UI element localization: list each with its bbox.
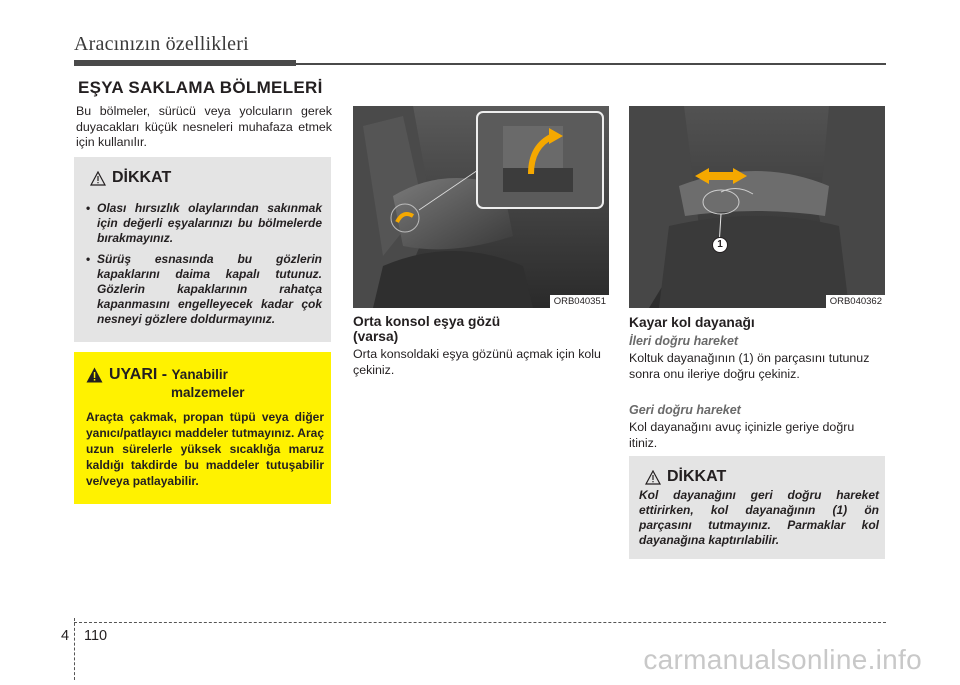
backward-movement-label: Geri doğru hareket xyxy=(629,403,741,417)
caution-heading xyxy=(645,468,726,486)
warning-title-block xyxy=(109,366,245,402)
section-title: EŞYA SAKLAMA BÖLMELERİ xyxy=(78,78,323,97)
chapter-number: 4 xyxy=(61,628,70,644)
warning-heading xyxy=(86,366,245,402)
caution-heading xyxy=(90,169,171,187)
armrest-caution-text: Kol dayanağını geri doğru hareket ettirirken, kol dayanağının (1) ön parçasını tutmayınız. Parmaklar kol dayanağına kaptırılabilir. xyxy=(639,488,879,547)
armrest-illustration xyxy=(629,106,885,308)
warning-triangle-outline-icon xyxy=(90,171,106,186)
backward-movement-text: Kol dayanağını avuç içinizle geriye doğru itiniz. xyxy=(629,420,855,450)
photo-code: ORB040351 xyxy=(550,295,609,308)
warning-subtitle-line2: malzemeler xyxy=(171,385,245,400)
armrest-caution-box xyxy=(629,456,885,559)
caution-list xyxy=(86,201,322,333)
armrest-photo xyxy=(629,106,885,308)
footer-divider xyxy=(74,618,75,680)
callout-marker: 1 xyxy=(712,237,728,253)
caution-title: DİKKAT xyxy=(667,468,727,485)
console-text: Orta konsoldaki eşya gözünü açmak için kolu çekiniz. xyxy=(353,347,601,377)
warning-title: UYARI - xyxy=(109,366,168,383)
header-rule-thin xyxy=(296,63,886,65)
photo-code: ORB040362 xyxy=(826,295,885,308)
watermark: carmanualsonline.info xyxy=(643,644,922,675)
caution-item: • Sürüş esnasında bu gözlerin kapaklarını daima kapalı tutunuz. Gözlerin kapaklarının rahatça kapanmasını engelleyecek kadar çok nesneyi gözlere doldurmayınız. xyxy=(86,252,322,326)
console-storage-photo xyxy=(353,106,609,308)
footer-rule xyxy=(74,622,886,623)
page-number: 110 xyxy=(84,628,108,644)
console-illustration xyxy=(353,106,609,308)
header-rule-thick xyxy=(74,60,296,66)
warning-box xyxy=(74,352,331,504)
console-heading: Orta konsol eşya gözü (varsa) xyxy=(353,314,501,344)
armrest-heading: Kayar kol dayanağı xyxy=(629,315,755,330)
intro-paragraph: Bu bölmeler, sürücü veya yolcuların gerek duyacakları küçük nesneleri muhafaza etmek için kullanılır. xyxy=(76,104,332,149)
warning-triangle-outline-icon xyxy=(645,470,661,485)
caution-title: DİKKAT xyxy=(112,169,172,186)
warning-body: Araçta çakmak, propan tüpü veya diğer yanıcı/patlayıcı maddeler tutmayınız. Araç uzun sürelerle yüksek sıcaklığa maruz kaldığı takdirde bu maddeler tutuşabilir ve/veya patlayabilir. xyxy=(86,410,324,488)
forward-movement-label: İleri doğru hareket xyxy=(629,334,739,348)
warning-subtitle-line1: Yanabilir xyxy=(171,367,228,382)
forward-movement-text: Koltuk dayanağının (1) ön parçasını tutunuz sonra onu ileriye doğru çekiniz. xyxy=(629,351,870,381)
warning-triangle-filled-icon xyxy=(86,367,103,383)
chapter-title: Aracınızın özellikleri xyxy=(74,33,249,55)
caution-box xyxy=(74,157,331,342)
caution-item: • Olası hırsızlık olaylarından sakınmak için değerli eşyalarınızı bu bölmelerde bırakmayınız. xyxy=(86,201,322,245)
